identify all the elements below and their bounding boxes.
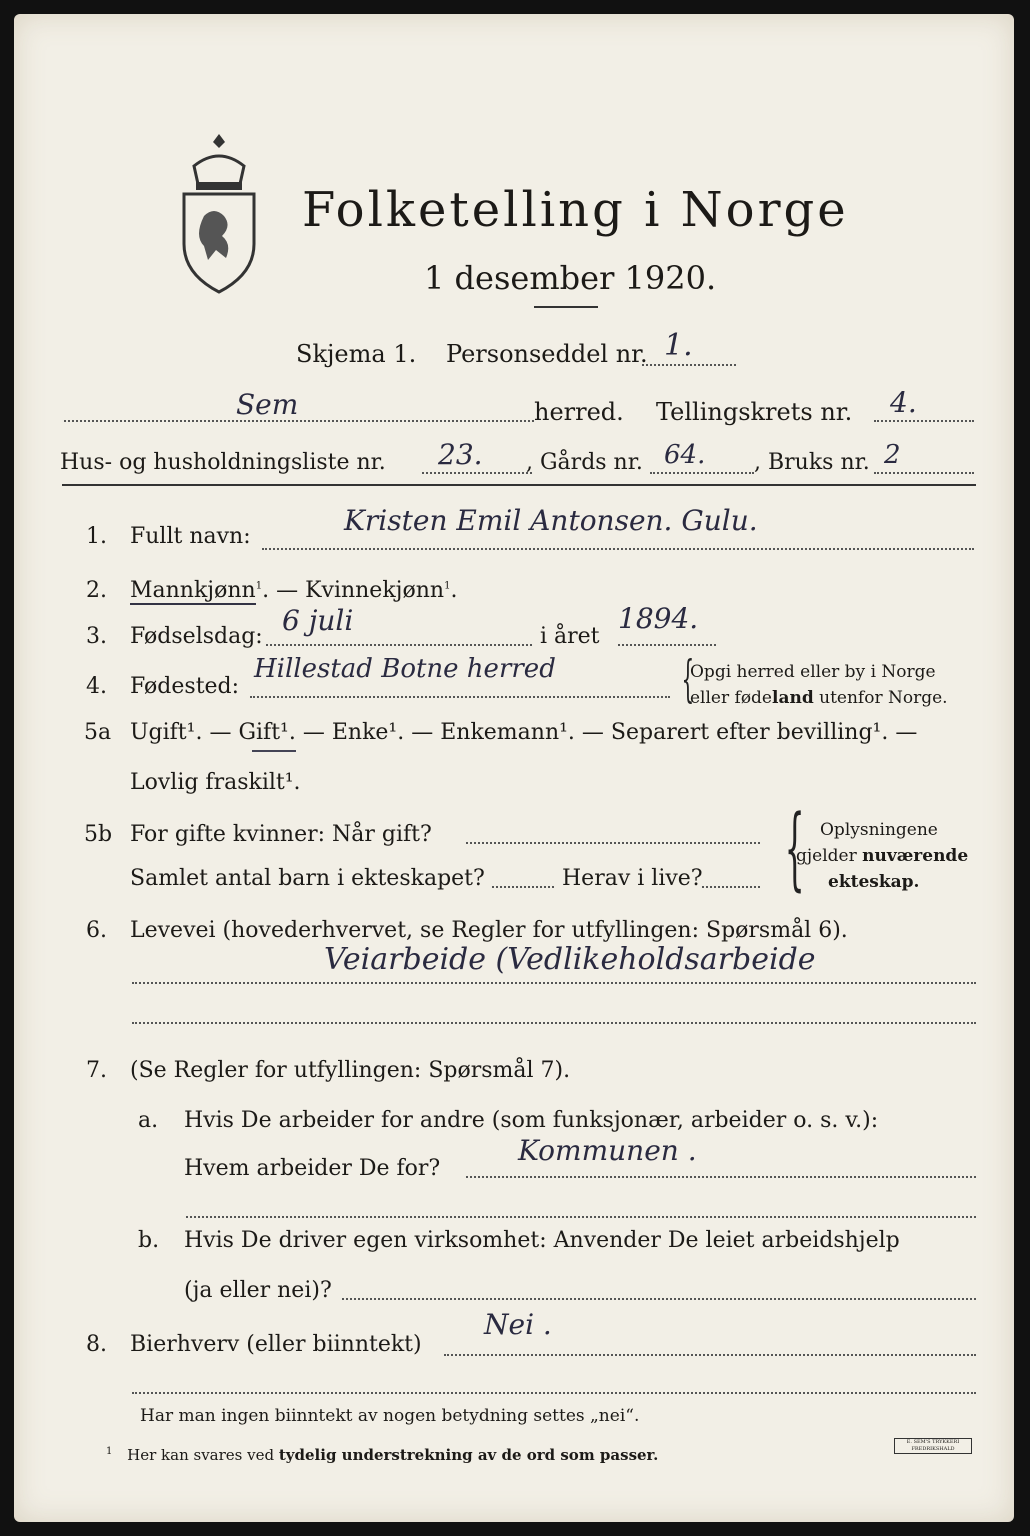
side-income-field[interactable] [444, 1354, 976, 1356]
census-form-page [14, 14, 1014, 1522]
footnote-text-b: tydelig understrekning av de ord som passer. [278, 1446, 659, 1464]
title-divider [534, 306, 598, 308]
birth-year-label: i året [540, 624, 600, 649]
gift-underline [252, 750, 296, 752]
footnote-number: 1 [106, 1446, 113, 1457]
q3-label: Fødselsdag: [130, 624, 263, 649]
hus-value: 23. [438, 438, 483, 471]
q4-note-b: land [772, 688, 814, 708]
gards-value: 64. [664, 440, 706, 470]
q4-number: 4. [86, 674, 107, 699]
occupation-field-1[interactable] [132, 982, 976, 984]
birthplace-field[interactable] [250, 696, 670, 698]
employer-value: Kommunen . [518, 1134, 697, 1167]
q4-note-c: utenfor Norge. [813, 688, 948, 708]
sex-male-option[interactable]: Mannkjønn [130, 578, 256, 603]
personseddel-field[interactable] [642, 364, 736, 366]
birthday-field[interactable] [266, 644, 532, 646]
side-income-field-2[interactable] [132, 1392, 976, 1394]
printer-stamp: E. SEM'S TRYKKERI FREDRIKSHALD [894, 1438, 972, 1454]
q6-label: Levevei (hovederhvervet, se Regler for utfyllingen: Spørsmål 6). [130, 918, 848, 943]
side-income-value: Nei . [484, 1308, 552, 1341]
q7b-text: Hvis De driver egen virksomhet: Anvender De leiet arbeidshjelp [184, 1228, 900, 1253]
q2-end: . [450, 578, 458, 603]
q5a-number: 5a [84, 720, 112, 745]
employer-field[interactable] [466, 1176, 976, 1178]
marital-status-options[interactable]: Ugift¹. — Gift¹. — Enke¹. — Enkemann¹. — Separert efter bevilling¹. — [130, 720, 918, 745]
birth-year-value: 1894. [618, 602, 699, 635]
hus-field[interactable] [422, 472, 532, 474]
header-divider [62, 484, 976, 486]
married-when-field[interactable] [466, 842, 760, 844]
q2-number: 2. [86, 578, 107, 603]
q5b-line1: For gifte kvinner: Når gift? [130, 822, 432, 847]
skjema-label: Skjema 1. [296, 340, 417, 368]
q1-number: 1. [86, 524, 107, 549]
form-date: 1 desember 1920. [424, 259, 717, 297]
tellingskrets-field[interactable] [874, 420, 974, 422]
q2-sex-options [130, 578, 457, 603]
q5b-children-label: Samlet antal barn i ekteskapet? [130, 866, 485, 891]
tellingskrets-value: 4. [890, 386, 917, 419]
herred-value: Sem [236, 388, 299, 421]
q4-label: Fødested: [130, 674, 240, 699]
marital-status-line2[interactable]: Lovlig fraskilt¹. [130, 770, 301, 795]
q4-note-line2 [690, 688, 948, 708]
q5b-brace: { [784, 796, 805, 901]
full-name-field[interactable] [262, 548, 974, 550]
q5b-note1: Oplysningene [820, 820, 938, 840]
herred-label: herred. [534, 398, 624, 426]
tellingskrets-label: Tellingskrets nr. [656, 398, 853, 426]
q5b-note2-a: gjelder [796, 846, 863, 866]
q7a-text: Hvis De arbeider for andre (som funksjonær, arbeider o. s. v.): [184, 1108, 879, 1133]
children-count-field[interactable] [492, 886, 554, 888]
gards-field[interactable] [650, 472, 754, 474]
children-alive-field[interactable] [702, 886, 760, 888]
footnote [106, 1446, 658, 1464]
q8-number: 8. [86, 1332, 107, 1357]
employer-field-2[interactable] [186, 1216, 976, 1218]
q2-footnote-mark-2: 1 [444, 580, 451, 592]
hus-label: Hus- og husholdningsliste nr. [60, 450, 386, 475]
herred-field[interactable] [64, 420, 534, 422]
q7-number: 7. [86, 1058, 107, 1083]
full-name-value: Kristen Emil Antonsen. Gulu. [344, 504, 758, 537]
personseddel-value: 1. [664, 328, 693, 363]
q5b-number: 5b [84, 822, 113, 847]
birthplace-value: Hillestad Botne herred [254, 654, 556, 684]
q7a-question: Hvem arbeider De for? [184, 1156, 441, 1181]
norway-coat-of-arms-icon [174, 126, 264, 296]
q5b-note2 [796, 846, 968, 866]
hired-help-field[interactable] [342, 1298, 976, 1300]
q7b-number: b. [138, 1228, 160, 1253]
q1-label: Fullt navn: [130, 524, 251, 549]
q4-brace: { [681, 650, 695, 708]
occupation-field-2[interactable] [132, 1022, 976, 1024]
q5b-note2-b: nuværende [862, 846, 969, 866]
q5b-note3: ekteskap. [828, 872, 920, 892]
gards-label: , Gårds nr. [526, 450, 643, 475]
bruks-field[interactable] [874, 472, 974, 474]
personseddel-label: Personseddel nr. [446, 340, 648, 368]
q7a-number: a. [138, 1108, 159, 1133]
q4-note-a: eller føde [690, 688, 772, 708]
birth-year-field[interactable] [618, 644, 716, 646]
occupation-value: Veiarbeide (Vedlikeholdsarbeide [324, 942, 816, 977]
form-title: Folketelling i Norge [302, 182, 849, 238]
q8-label: Bierhverv (eller biinntekt) [130, 1332, 422, 1357]
bruks-value: 2 [884, 440, 901, 470]
q4-note-line1: Opgi herred eller by i Norge [690, 662, 936, 682]
bruks-label: , Bruks nr. [754, 450, 870, 475]
q2-footnote-mark-1: 1 [255, 580, 263, 592]
q6-number: 6. [86, 918, 107, 943]
q5b-alive-label: Herav i live? [562, 866, 703, 891]
birthday-value: 6 juli [282, 604, 354, 637]
sex-female-option[interactable]: . — Kvinnekjønn [262, 578, 445, 603]
q7b-question: (ja eller nei)? [184, 1278, 332, 1303]
q3-number: 3. [86, 624, 107, 649]
footer-note: Har man ingen biinntekt av nogen betydning settes „nei“. [140, 1406, 640, 1426]
q7-label: (Se Regler for utfyllingen: Spørsmål 7). [130, 1058, 571, 1083]
footnote-text-a: Her kan svares ved [127, 1446, 279, 1464]
